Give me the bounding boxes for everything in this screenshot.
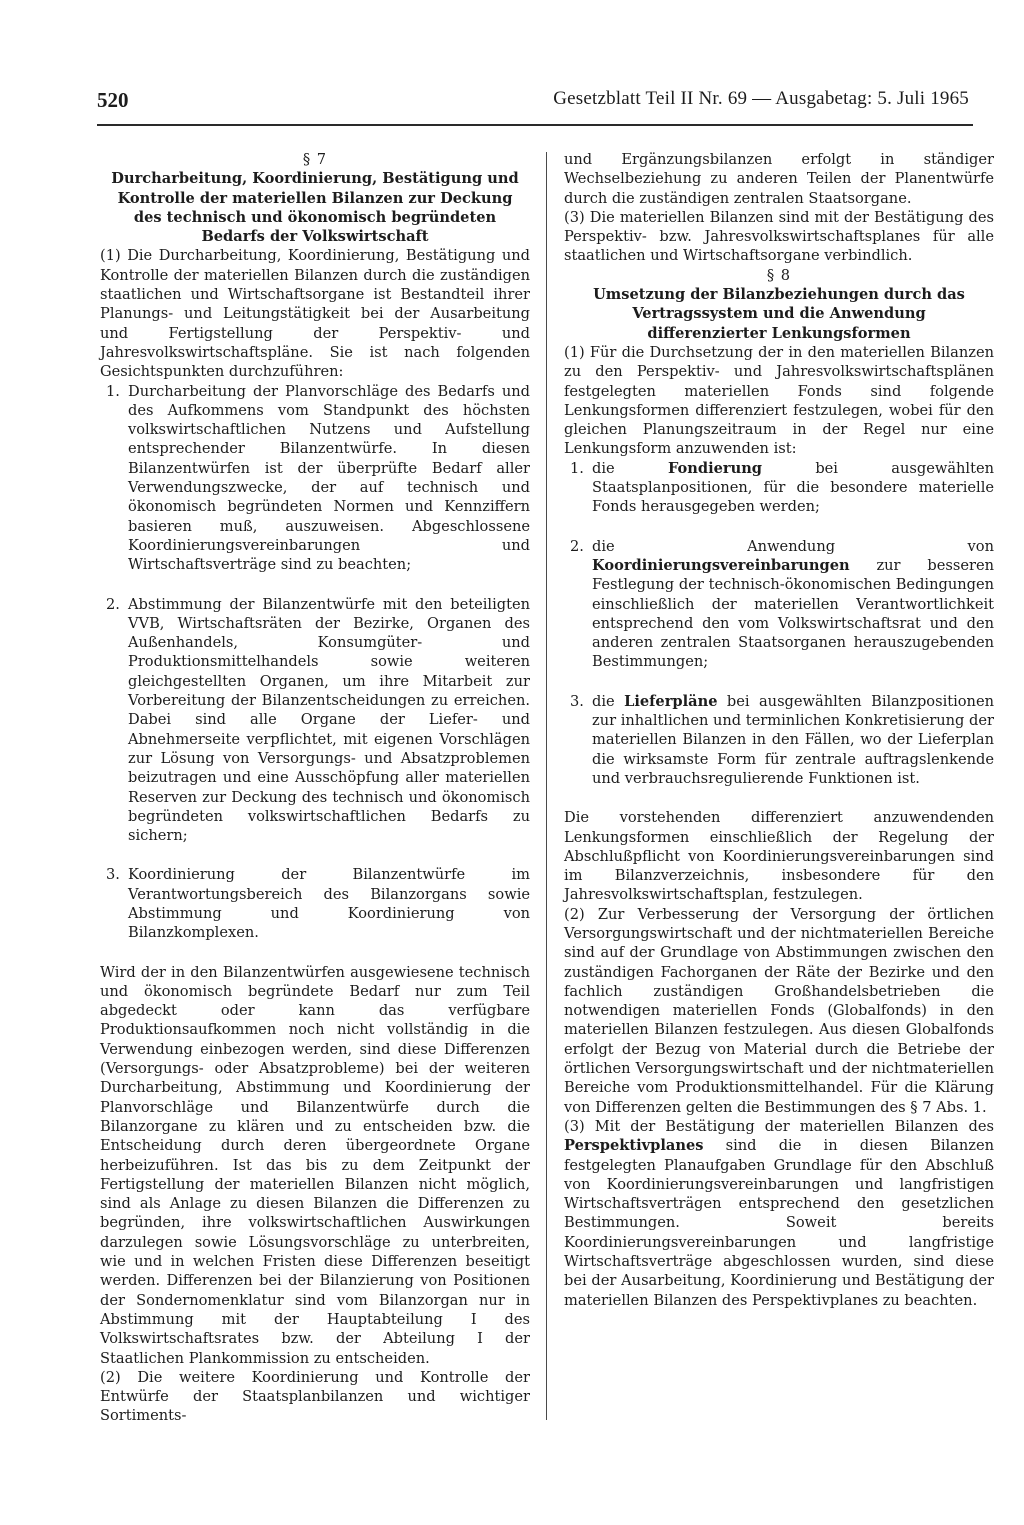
list-item-number: 2. [570, 537, 584, 555]
list-item-keyword: Lieferpläne [624, 692, 718, 710]
sec7-list [100, 382, 530, 943]
list-item [100, 382, 530, 575]
section-7-title: Durcharbeitung, Koordinierung, Bestätigung und Kontrolle der materiellen Bilanzen zur Deckung des technisch und ökonomisch begründeten Bedarfs der Volkswirtschaft [111, 170, 519, 246]
running-title: Gesetzblatt Teil II Nr. 69 — Ausgabetag: 5. Juli 1965 [553, 88, 969, 109]
section-7-number: § 7 [302, 151, 328, 168]
list-item-text-post: zur besseren Festlegung der technisch-ökonomischen Bedingungen einschließlich der materiellen Verantwortlichkeit entsprechend den vom Volkswirtschaftsrat und den anderen zentralen Staatsorganen herauszugebenden Bestimmungen; [592, 556, 994, 671]
sec7-paragraph-differences: Wird der in den Bilanzentwürfen ausgewiesene technisch und ökonomisch begründete Bedarf nur zum Teil abgedeckt oder kann das verfügbare Produktionsaufkommen noch nicht vollständig in die Verwendung einbezogen werden, sind diese Differenzen (Versorgungs- oder Absatzprobleme) bei der weiteren Durcharbeitung, Abstimmung und Koordinierung der Planvorschläge und Bilanzentwürfe durch die Bilanzorgane zu klären und zu entscheiden bzw. die Entscheidung durch deren übergeordnete Organe herbeizuführen. Ist das bis zu dem Zeitpunkt der Fertigstellung der materiellen Bilanzen nicht möglich, sind als Anlage zu diesen Bilanzen die Differenzen zu begründen, ihre volkswirtschaftlichen Auswirkungen darzulegen sowie Lösungsvorschläge zu unterbreiten, wie und in welchen Fristen diese Differenzen beseitigt werden. Differenzen bei der Bilanzierung von Positionen der Sondernomenklatur sind vom Bilanzorgan nur in Abstimmung mit der Hauptabteilung I des Volkswirtschaftsrates bzw. der Abteilung I der Staatlichen Plankommission zu entscheiden. [100, 963, 530, 1367]
sec8-p3-post: sind die in diesen Bilanzen festgelegten Planaufgaben Grundlage für den Abschluß von Koordinierungsvereinbarungen und langfristigen Wirtschaftsverträgen entsprechend den gesetzlichen Bestimmungen. Soweit bereits Koordinierungsvereinbarungen und langfristige Wirtschaftsverträge abgeschlossen wurden, sind diese bei der Ausarbeitung, Koordinierung und Bestätigung der materiellen Bilanzen des Perspektivplanes zu beachten. [564, 1137, 994, 1309]
section-8-title: Umsetzung der Bilanzbeziehungen durch das Vertragssystem und die Anwendung differenzierter Lenkungsformen [593, 286, 965, 342]
list-item-text-pre: die Anwendung von [592, 537, 994, 555]
list-item-number: 1. [570, 459, 584, 477]
list-item [100, 595, 530, 846]
list-item [564, 692, 994, 788]
list-item [100, 865, 530, 942]
left-column [100, 150, 530, 1426]
page-number: 520 [97, 88, 129, 112]
sec8-p3-keyword: Perspektivplanes [564, 1137, 704, 1155]
sec8-paragraph-3 [564, 1117, 994, 1310]
sec8-paragraph-steering-forms: Die vorstehenden differenziert anzuwendenden Lenkungsformen einschließlich der Regelung der Abschlußpflicht von Koordinierungsvereinbarungen sind im Bilanzverzeichnis, insbesondere für den Jahresvolkswirtschaftsplan, festzulegen. [564, 809, 994, 904]
list-item-text-post: bei ausgewählten Bilanzpositionen zur inhaltlichen und terminlichen Konkretisierung der materiellen Bilanzen in den Fällen, wo der Lieferplan die wirksamste Form für zentrale auftragslenkende und verbrauchsregulierende Funktionen ist. [592, 692, 994, 787]
list-item-number: 1. [106, 382, 120, 400]
page-header [97, 86, 969, 116]
header-rule [97, 124, 973, 126]
sec8-paragraph-1: (1) Für die Durchsetzung der in den materiellen Bilanzen zu den Perspektiv- und Jahresvolkswirtschaftsplänen festgelegten materiellen Fonds sind folgende Lenkungsformen differenziert festzulegen, wobei für den gleichen Planungszeitraum in der Regel nur eine Lenkungsform anzuwenden ist: [564, 343, 994, 458]
sec8-p3-pre: (3) Mit der Bestätigung der materiellen Bilanzen des [564, 1117, 994, 1135]
sec7-paragraph-2-continued: und Ergänzungsbilanzen erfolgt in ständiger Wechselbeziehung zu anderen Teilen der Planentwürfe durch die zuständigen zentralen Staatsorgane. [564, 151, 994, 207]
sec8-list [564, 459, 994, 788]
list-item-text-post: bei ausgewählten Staatsplanpositionen, für die besondere materielle Fonds herausgegeben werden; [592, 459, 994, 516]
sec7-paragraph-1: (1) Die Durcharbeitung, Koordinierung, Bestätigung und Kontrolle der materiellen Bilanzen durch die zuständigen staatlichen und Wirtschaftsorgane ist Bestandteil ihrer Planungs- und Leitungstätigkeit bei der Ausarbeitung und Fertigstellung der Perspektiv- und Jahresvolkswirtschaftspläne. Sie ist nach folgenden Gesichtspunkten durchzuführen: [100, 247, 530, 381]
list-item-text: Durcharbeitung der Planvorschläge des Bedarfs und des Aufkommens vom Standpunkt des höchsten volkswirtschaftlichen Nutzens und Aufstellung entsprechender Bilanzentwürfe. In diesen Bilanzentwürfen ist der überprüfte Bedarf aller Verwendungszwecke, der auf technisch und ökonomisch begründeten Normen und Kennziffern basieren muß, auszuweisen. Abgeschlossene Koordinierungsvereinbarungen und Wirtschaftsverträge sind zu beachten; [128, 382, 530, 574]
list-item-number: 2. [106, 595, 120, 613]
sec7-paragraph-2: (2) Die weitere Koordinierung und Kontrolle der Entwürfe der Staatsplanbilanzen und wichtiger Sortiments- [100, 1368, 530, 1425]
section-8-number: § 8 [766, 266, 792, 284]
list-item-text: Koordinierung der Bilanzentwürfe im Verantwortungsbereich des Bilanzorgans sowie Abstimmung und Koordinierung von Bilanzkomplexen. [128, 866, 530, 942]
column-divider [546, 152, 547, 1420]
list-item-keyword: Koordinierungsvereinbarungen [592, 556, 850, 574]
list-item-text-pre: die [592, 692, 625, 710]
sec7-paragraph-3: (3) Die materiellen Bilanzen sind mit der Bestätigung des Perspektiv- bzw. Jahresvolkswirtschaftsplanes für alle staatlichen und Wirtschaftsorgane verbindlich. [564, 208, 994, 265]
list-item-number: 3. [570, 692, 584, 710]
sec8-paragraph-2: (2) Zur Verbesserung der Versorgung der örtlichen Versorgungswirtschaft und der nichtmateriellen Bereiche sind auf der Grundlage von Abstimmungen zwischen den zuständigen Fachorganen der Räte der Bezirke und den fachlich zuständigen Großhandelsbetrieben die notwendigen materiellen Fonds (Globalfonds) in den materiellen Bilanzen festzulegen. Aus diesen Globalfonds erfolgt der Bezug von Material durch die Betriebe der örtlichen Versorgungswirtschaft und der nichtmateriellen Bereiche vom Produktionsmittelhandel. Für die Klärung von Differenzen gelten die Bestimmungen des § 7 Abs. 1. [564, 905, 994, 1116]
list-item-number: 3. [106, 866, 120, 884]
list-item [564, 459, 994, 517]
list-item [564, 537, 994, 672]
right-column [564, 150, 994, 1310]
list-item-text-pre: die [592, 459, 668, 477]
list-item-keyword: Fondierung [667, 459, 763, 477]
list-item-text: Abstimmung der Bilanzentwürfe mit den beteiligten VVB, Wirtschaftsräten der Bezirke, Organen des Außenhandels, Konsumgüter- und Produktionsmittelhandels sowie weiteren gleichgestellten Organen, um ihre Mitarbeit zur Vorbereitung der Bilanzentscheidungen zu erreichen. Dabei sind alle Organe der Liefer- und Abnehmerseite verpflichtet, mit eigenen Vorschlägen zur Lösung von Versorgungs- und Absatzproblemen beizutragen und eine Ausschöpfung aller materiellen Reserven zur Deckung des technisch und ökonomisch begründeten volkswirtschaftlichen Bedarfs zu sichern; [128, 595, 530, 845]
